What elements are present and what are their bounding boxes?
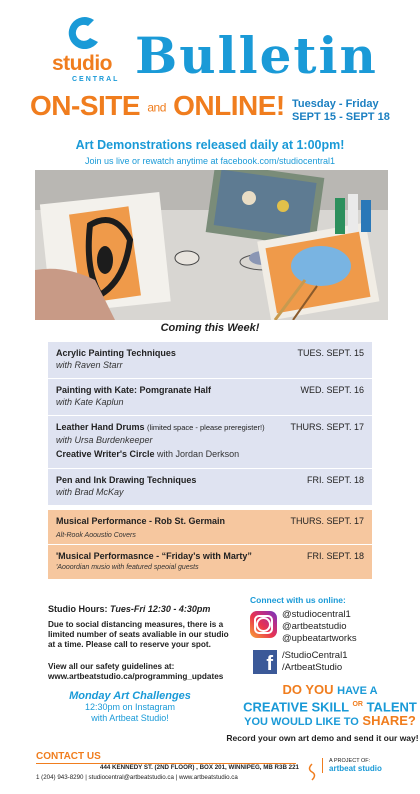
- callout-word: DO YOU: [282, 682, 334, 697]
- instagram-handles: [282, 609, 357, 645]
- schedule-row: [48, 510, 372, 544]
- logo-studio-text: studio: [52, 52, 112, 75]
- swirl-icon: [64, 14, 104, 54]
- event-date: FRI. SEPT. 18: [306, 551, 364, 561]
- event-title: Pen and Ink Drawing Techniques: [56, 475, 197, 485]
- event-title-2: Creative Writer's Circle: [56, 449, 155, 459]
- bulletin-title: Bulletin: [135, 26, 378, 85]
- art-photo: [35, 170, 388, 320]
- project-credit: [322, 758, 392, 773]
- event-date: THURS. SEPT. 17: [290, 516, 364, 526]
- callout-word: TALENT: [366, 699, 417, 715]
- onsite-online-heading: [30, 90, 285, 122]
- join-line: Join us live or rewatch anytime at facebook.com/studiocentral1: [84, 156, 336, 166]
- event-note: (limited space - please preregister!): [147, 423, 265, 432]
- onsite-text: ON-SITE: [30, 90, 141, 121]
- instagram-icon: [250, 611, 277, 638]
- artbeat-name: artbeat studio: [329, 764, 382, 773]
- event-date: WED. SEPT. 16: [300, 385, 364, 395]
- monday-challenges: [60, 690, 200, 724]
- event-date: THURS. SEPT. 17: [290, 422, 364, 432]
- event-host: with Brad McKay: [56, 487, 124, 497]
- record-line: Record your own art demo and send it our way!: [226, 733, 419, 743]
- art-photo-illustration: [35, 170, 388, 320]
- event-host: with Ursa Burdenkeeper: [56, 435, 153, 445]
- online-text: ONLINE!: [173, 90, 285, 121]
- creative-callout: [240, 683, 420, 729]
- event-date: FRI. SEPT. 18: [306, 475, 364, 485]
- event-title-text: Leather Hand Drums: [56, 422, 145, 432]
- and-text: and: [147, 100, 166, 115]
- fb-handle[interactable]: /StudioCentral1: [282, 650, 348, 661]
- callout-word: OR: [352, 701, 363, 708]
- schedule-row: [48, 416, 372, 468]
- contact-details: 1 (204) 943-8290 | studiocentral@artbeatstudio.ca | www.artbeatstudio.ca: [36, 774, 238, 781]
- fb-handle[interactable]: /ArtbeatStudio: [282, 662, 343, 673]
- callout-word: HAVE A: [337, 685, 378, 697]
- callout-word: YOU WOULD LIKE TO: [244, 716, 359, 729]
- schedule-row: [48, 342, 372, 378]
- schedule-list: [48, 342, 372, 580]
- event-host-2: with Jordan Derkson: [157, 449, 240, 459]
- event-host: with Raven Starr: [56, 360, 123, 370]
- monday-title: Monday Art Challenges: [69, 690, 191, 702]
- schedule-row: [48, 545, 372, 579]
- event-host: with Kate Kaplun: [56, 397, 124, 407]
- date-range: [292, 98, 390, 124]
- logo-central-text: CENTRAL: [72, 76, 120, 83]
- schedule-row: [48, 379, 372, 415]
- facebook-icon: f: [253, 650, 277, 674]
- event-second: [56, 448, 364, 460]
- ig-handle[interactable]: @artbeatstudio: [282, 621, 347, 632]
- schedule-row: [48, 469, 372, 505]
- monday-time: 12:30pm on Instagram: [84, 702, 176, 712]
- studio-central-logo: [38, 14, 138, 84]
- dates-days: Tuesday - Friday: [292, 98, 379, 110]
- event-title: Musical Performance - Rob St. Germain: [56, 516, 226, 526]
- contact-address: 444 KENNEDY ST. (2ND FLOOR) , BOX 201, WINNIPEG, MB R3B 221: [100, 764, 299, 771]
- event-host: Alt-Rook Aooustio Covers: [56, 532, 136, 539]
- event-host: 'Aooordian musio with featured speoial guests: [56, 564, 199, 571]
- guidelines-link[interactable]: View all our safety guidelines at: www.artbeatstudio.ca/programming_updates: [48, 662, 224, 681]
- event-title: Painting with Kate: Pomgranate Half: [56, 385, 212, 395]
- ig-handle[interactable]: @upbeatartworks: [282, 633, 357, 644]
- contact-heading: CONTACT US: [36, 751, 101, 762]
- event-title: 'Musical Performasnce - “Friday's with Marty”: [56, 551, 252, 561]
- coming-this-week: Coming this Week!: [160, 322, 260, 334]
- art-demo-line: Art Demonstrations released daily at 1:00pm!: [75, 138, 345, 152]
- event-title: Acrylic Painting Techniques: [56, 348, 176, 358]
- connect-heading: Connect with us online:: [250, 595, 346, 605]
- dates-range: SEPT 15 - SEPT 18: [292, 111, 390, 123]
- ig-handle[interactable]: @studiocentral1: [282, 609, 351, 620]
- callout-word: SHARE?: [362, 713, 416, 729]
- hours-value: Tues-Fri 12:30 - 4:30pm: [110, 604, 211, 614]
- monday-host: with Artbeat Studio!: [91, 713, 169, 723]
- distancing-note: Due to social distancing measures, there is a limited number of seats avaliable in our studio at a time. Please call to reserve your spot.: [48, 620, 229, 649]
- artbeat-logo-icon: [306, 763, 318, 781]
- event-date: TUES. SEPT. 15: [297, 348, 364, 358]
- facebook-handles: [282, 650, 347, 674]
- hours-label: Studio Hours:: [48, 604, 108, 614]
- callout-word: CREATIVE SKILL: [243, 699, 349, 715]
- studio-hours: [48, 604, 210, 614]
- project-label: A PROJECT OF:: [329, 758, 371, 764]
